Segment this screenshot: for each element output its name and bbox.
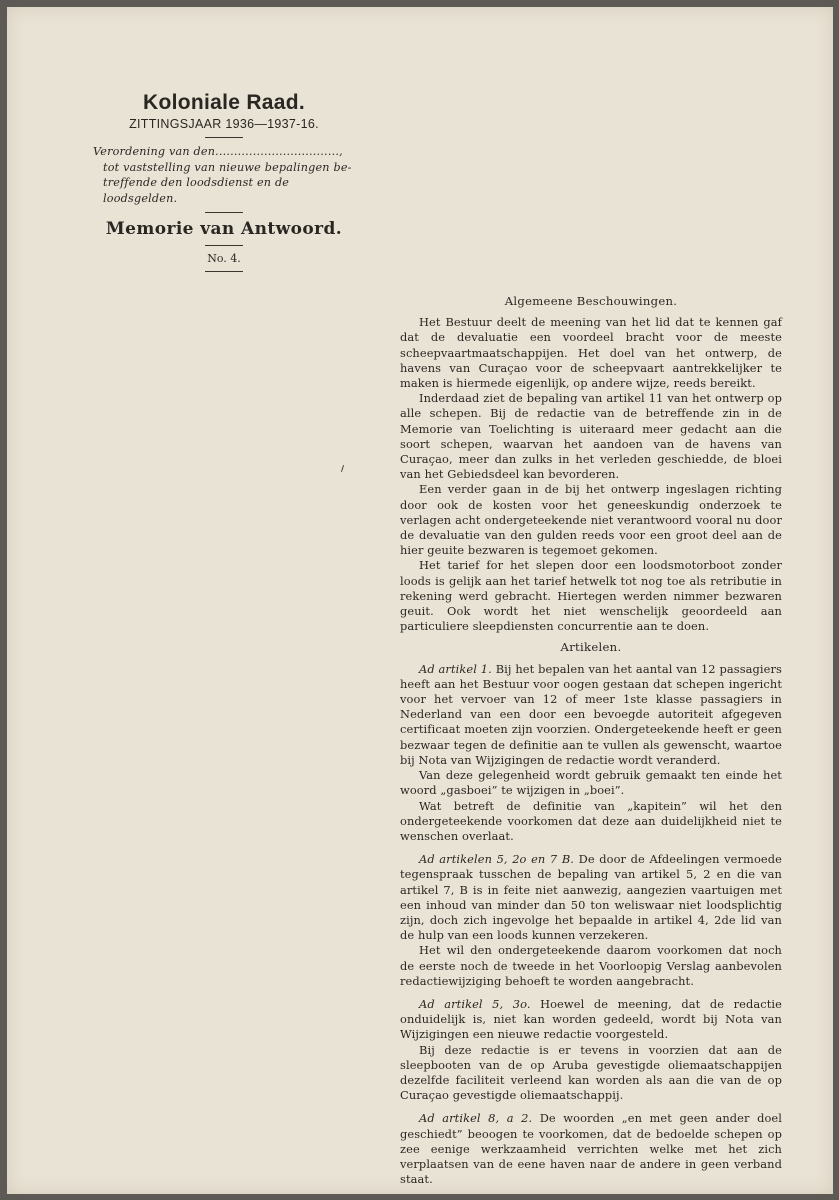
article-paragraph <box>400 662 782 768</box>
paragraph: Het wil den ondergeteekende daarom voorkomen dat noch de eerste noch de tweede in het Voorloopig Verslag aanbevolen redactiewijziging behoeft te worden aangebracht. <box>400 943 782 988</box>
main-text-column <box>400 294 782 1187</box>
paragraph: Het tarief for het slepen door een loodsmotorboot zonder loods is gelijk aan het tarief hetwelk tot nog toe als retributie in rekening werd gebracht. Hiertegen werden nimmer bezwaren geuit. Ook wordt het niet wenschelijk geoordeeld aan particuliere sleepdiensten concurrentie aan te doen. <box>400 558 782 634</box>
divider <box>205 137 243 138</box>
council-title: Koloniale Raad. <box>142 91 306 114</box>
divider <box>205 212 243 213</box>
article-label: Ad artikel 8, a 2. <box>419 1111 533 1126</box>
section-heading-general: Algemeene Beschouwingen. <box>504 294 678 308</box>
article-label: Ad artikel 1. <box>419 661 492 676</box>
paragraph: Inderdaad ziet de bepaling van artikel 11 van het ontwerp op alle schepen. Bij de redactie van de betreffende zin in de Memorie van Toelichting is uiteraard meer gedacht aan die soort schepen, waarvan het aandoen van de havens van Curaçao, meer dan zulks in het verleden geschiedde, de bloei van het Gebiedsdeel kan bevorderen. <box>400 391 782 482</box>
ordinance-line: Verordening van den................................., <box>93 145 343 158</box>
paragraph: Het Bestuur deelt de meening van het lid dat te kennen gaf dat de devaluatie een voordeel bracht voor de meeste scheepvaartmaatschappijen. Het doel van het ontwerp, de havens van Curaçao voor de scheepvaart aantrekkelijker te maken is hiermede eigenlijk, op andere wijze, reeds bereikt. <box>400 315 782 391</box>
article-paragraph <box>400 997 782 1043</box>
session-year: ZITTINGSJAAR 1936—1937-16. <box>129 117 319 131</box>
ordinance-line: treffende den loodsdienst en de loodsgelden. <box>103 176 290 205</box>
article-label: Ad artikel 5, 3o. <box>419 996 531 1011</box>
paragraph: Een verder gaan in de bij het ontwerp ingeslagen richting door ook de kosten voor het geneeskundig onderzoek te verlagen acht ondergeteekende niet verantwoord vooral nu door de devaluatie van den gulden reeds voor een groot deel aan de hier geuite bezwaren is tegemoet gekomen. <box>400 482 782 558</box>
document-type: Memorie van Antwoord. <box>105 219 343 239</box>
article-label: Ad artikelen 5, 2o en 7 B. <box>419 852 575 867</box>
article-text: De door de Afdeelingen vermoede tegenspraak tusschen de bepaling van artikel 5, 2 en die van artikel 7, B is in feite niet aanwezig, aangezien vaartuigen met een inhoud van minder dan 50 ton weliswaar niet loodsplichtig zijn, doch zich ingevolge het bepaalde in artikel 4, 2de lid van de hulp van een loods kunnen verzekeren. <box>400 852 782 943</box>
article-text: Hoewel de meening, dat de redactie onduidelijk is, niet kan worden gedeeld, wordt bij Nota van Wijzigingen een nieuwe redactie voorgesteld. <box>400 996 782 1042</box>
article-text: Bij het bepalen van het aantal van 12 passagiers heeft aan het Bestuur voor oogen gestaan dat schepen ingericht voor het vervoer van 12 of meer 1ste klasse passagiers in Nederland van een door een bevoegde autoriteit afgegeven certificaat moeten zijn voorzien. Ondergeteekende heeft er geen bezwaar tegen de definitie aan te vullen als gewenscht, waartoe bij Nota van Wijzigingen de redactie wordt veranderd. <box>400 661 782 767</box>
divider <box>205 245 243 246</box>
ordinance-description <box>89 144 359 206</box>
divider <box>205 271 243 272</box>
paragraph: Van deze gelegenheid wordt gebruik gemaakt ten einde het woord „gasboei” te wijzigen in „boei”. <box>400 768 782 798</box>
article-text: De woorden „en met geen ander doel geschiedt” beoogen te voorkomen, dat de bedoelde schepen op zee eenige werkzaamheid verrichten welke met het zich verplaatsen van de eene haven naar de andere in geen verband staat. <box>400 1111 783 1187</box>
section-heading-articles: Artikelen. <box>560 640 622 655</box>
paragraph: Bij deze redactie is er tevens in voorzien dat aan de sleepbooten van de op Aruba gevestigde oliemaatschappijen dezelfde faciliteit verleend kan worden als aan die van de op Curaçao gevestigde oliemaatschappij. <box>400 1042 782 1103</box>
document-page <box>7 7 833 1194</box>
article-paragraph <box>400 852 782 943</box>
article-paragraph <box>400 1111 782 1187</box>
ordinance-line: tot vaststelling van nieuwe bepalingen be- <box>103 160 352 174</box>
document-header <box>89 91 359 278</box>
ink-mark <box>341 465 344 472</box>
document-number: No. 4. <box>207 252 241 265</box>
paragraph: Wat betreft de definitie van „kapitein” wil het den ondergeteekende voorkomen dat deze aan duidelijkheid niet te wenschen overlaat. <box>400 798 782 843</box>
